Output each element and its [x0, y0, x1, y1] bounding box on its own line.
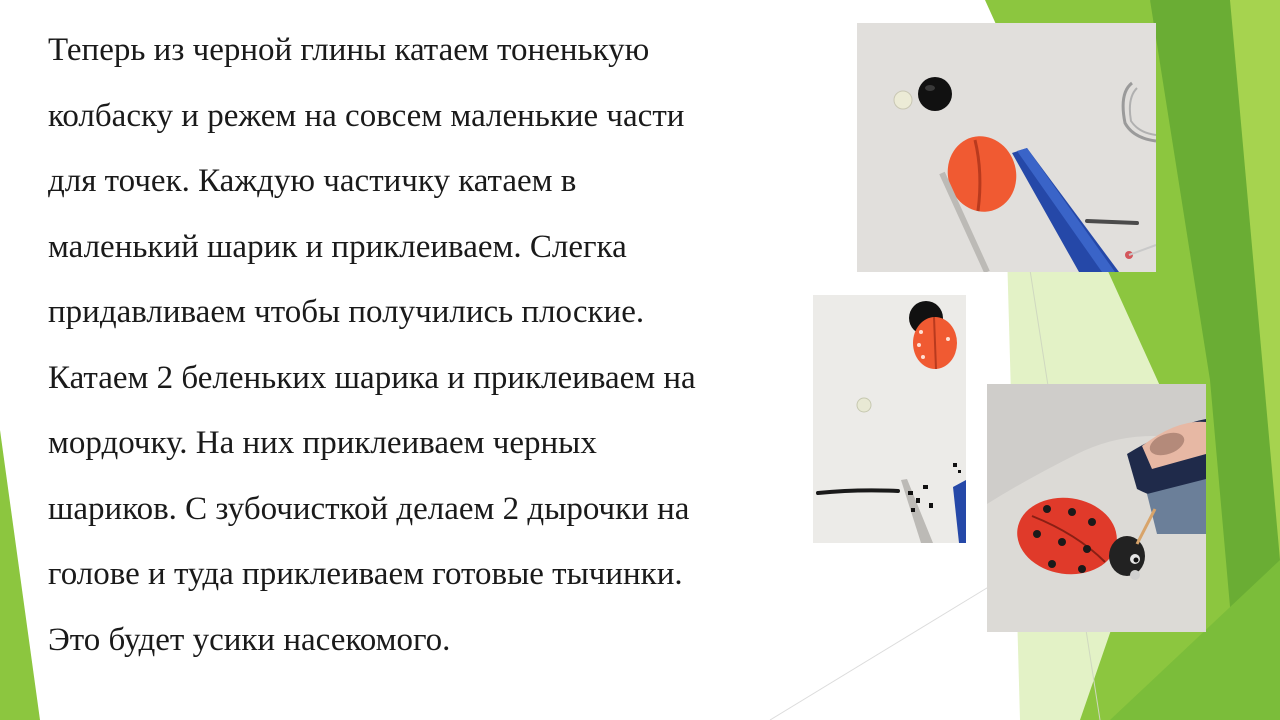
photo-ladybug-finished [987, 384, 1206, 632]
text-line: Это будет усики насекомого. [48, 621, 451, 658]
text-line: шариков. С зубочисткой делаем 2 дырочки на [48, 490, 690, 527]
text-line: мордочку. На них приклеиваем черных [48, 425, 597, 461]
bg-shape-left [0, 430, 40, 720]
slide-body-text [48, 18, 808, 673]
text-line: Теперь из черной глины катаем тоненькую [48, 32, 650, 68]
text-line: Катаем 2 беленьких шарика и приклеиваем на [48, 359, 696, 396]
photo-ladybug-dots [813, 295, 966, 543]
text-line: маленький шарик и приклеиваем. Слегка [48, 228, 627, 265]
text-line: голове и туда приклеиваем готовые тычинки. [48, 556, 683, 592]
text-line: для точек. Каждую частичку катаем в [48, 163, 577, 199]
photo-ladybug-body [857, 23, 1156, 272]
text-line: придавливаем чтобы получились плоские. [48, 294, 645, 330]
text-line: колбаску и режем на совсем маленькие части [48, 97, 685, 134]
